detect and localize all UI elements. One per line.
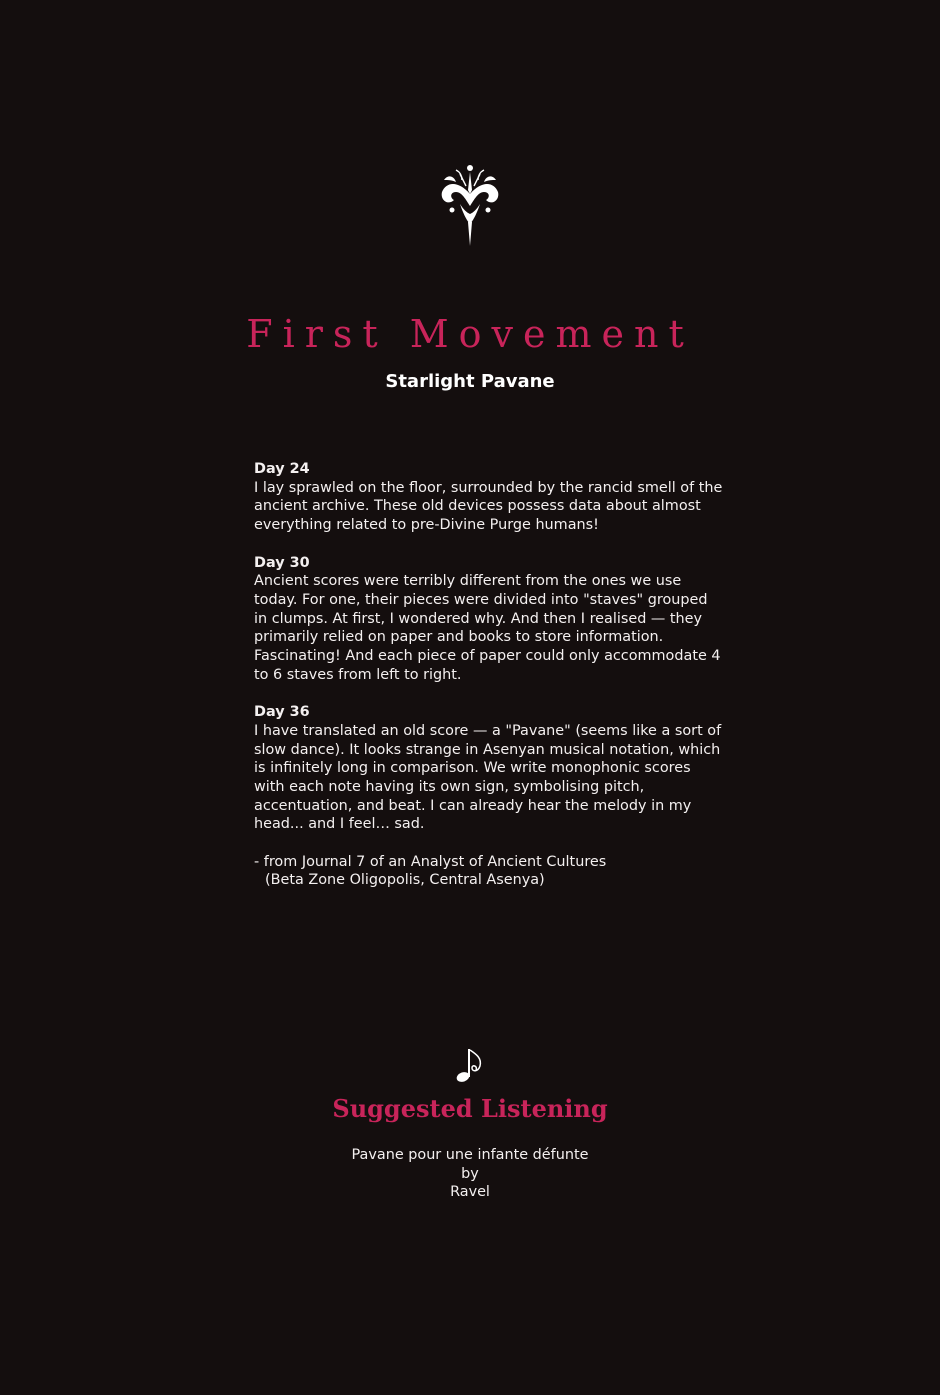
entry-day: Day 36 <box>254 704 310 721</box>
journal-entry <box>254 703 724 834</box>
music-note-icon <box>452 1046 488 1084</box>
suggested-listening-title: Suggested Listening <box>332 1094 608 1123</box>
by-label: by <box>461 1165 479 1182</box>
entry-text: Ancient scores were terribly different from the ones we use today. For one, their pieces were divided into "staves" grouped in clumps. At first, I wondered why. And then I realised — they primarily relied on paper and books to store information. Fascinating! And each piece of paper could only accommodate 4 to 6 staves from left to right. <box>254 573 721 683</box>
journal-entry <box>254 554 724 685</box>
source-line: (Beta Zone Oligopolis, Central Asenya) <box>265 872 545 889</box>
entry-text: I have translated an old score — a "Pavane" (seems like a sort of slow dance). It looks strange in Asenyan musical notation, which is infinitely long in comparison. We write monophonic scores with each note having its own sign, symbolising pitch, accentuation, and beat. I can already hear the melody in my head... and I feel… sad. <box>254 722 722 833</box>
source-line: - from Journal 7 of an Analyst of Ancient Cultures <box>254 853 607 870</box>
journal-source <box>254 853 724 890</box>
fleur-ornament-icon <box>430 160 510 250</box>
journal-excerpt <box>254 460 724 909</box>
composer-name: Ravel <box>450 1184 490 1201</box>
piece-title: Pavane pour une infante défunte <box>351 1147 589 1163</box>
page-title: First Movement <box>246 312 694 356</box>
entry-day: Day 24 <box>254 461 310 477</box>
journal-entry <box>254 460 724 535</box>
entry-text: I lay sprawled on the floor, surrounded by the rancid smell of the ancient archive. These old devices possess data about almost everything related to pre-Divine Purge humans! <box>254 479 723 534</box>
suggested-listening-details <box>0 1146 940 1202</box>
page-subtitle: Starlight Pavane <box>385 371 555 392</box>
entry-day: Day 30 <box>254 554 310 571</box>
